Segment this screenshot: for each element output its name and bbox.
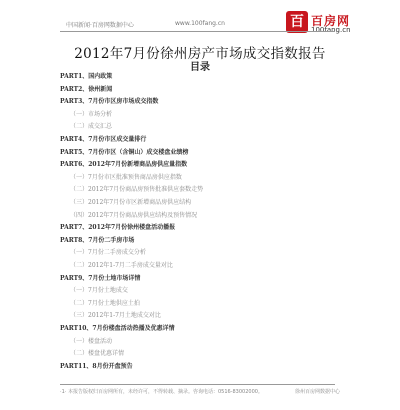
toc-section-entry: （一）7月份土地成交 (70, 287, 128, 295)
logo-house-icon: 百 (286, 11, 308, 33)
toc-part-entry: PART6、2012年7月份新增商品房供应量指数 (60, 161, 188, 169)
toc-section-entry: （二）2012年1-7月二手房成交量对比 (70, 262, 173, 269)
footer-left-text: ·1· 本报告版权归百房网所有，未经许可，不得转载、摘录。咨询电话：0516-83002000。 (60, 389, 263, 395)
toc-section-entry: （一）市场分析 (70, 110, 113, 118)
toc-section-entry: （二）2012年7月份商品房预售批准供应套数走势 (70, 186, 204, 194)
toc-part-entry: PART11、8月份开盘预告 (60, 362, 133, 370)
toc-section-entry: （二）成交汇总 (70, 123, 113, 131)
toc-part-entry: PART4、7月份市区成交量排行 (60, 136, 147, 143)
toc-part-entry: PART2、徐州新闻 (60, 85, 113, 93)
logo-url: 100fang.cn (311, 26, 351, 34)
footer-right-text: 徐州百房网数据中心 (295, 389, 341, 395)
logo-name: 百房网 (311, 14, 351, 28)
header-divider (60, 31, 335, 32)
toc-section-entry: （四）2012年7月份商品房供应结构及预售情况 (70, 211, 198, 219)
toc-heading: 目录 (190, 62, 210, 73)
toc-section-entry: （三）2012年7月份市区新增商品房供应结构 (70, 199, 192, 206)
toc-section-entry: （二）7月份土地供应土拍 (70, 299, 140, 307)
toc-part-entry: PART7、2012年7月份徐州楼盘活动播报 (60, 224, 176, 232)
toc-section-entry: （一）7月份市区批准预售商品房供应指数 (70, 173, 182, 181)
header-left-text: 中国新闻·百房网数据中心 (66, 22, 134, 29)
footer-divider (60, 384, 335, 385)
toc-part-entry: PART1、国内政策 (60, 73, 113, 80)
toc-section-entry: （一）7月份二手房成交分析 (70, 249, 146, 257)
header-url-text: www.100fang.cn (175, 20, 225, 27)
toc-part-entry: PART8、7月份二手房市场 (60, 236, 135, 244)
toc-part-entry: PART5、7月份市区（含铜山）成交楼盘业绩榜 (60, 148, 189, 156)
toc-part-entry: PART9、7月份土地市场详情 (60, 274, 141, 282)
toc-section-entry: （三）2012年1-7月土地成交对比 (70, 312, 161, 320)
brand-logo (286, 11, 370, 37)
document-title: 2012年7月份徐州房产市场成交指数报告 (74, 46, 326, 62)
toc-part-entry: PART10、7月份楼盘活动热播及优惠详情 (60, 325, 175, 332)
toc-section-entry: （二）楼盘优惠详情 (70, 350, 125, 358)
toc-part-entry: PART3、7月份市区房市场成交指数 (60, 98, 159, 106)
toc-section-entry: （一）楼盘活动 (70, 337, 113, 345)
